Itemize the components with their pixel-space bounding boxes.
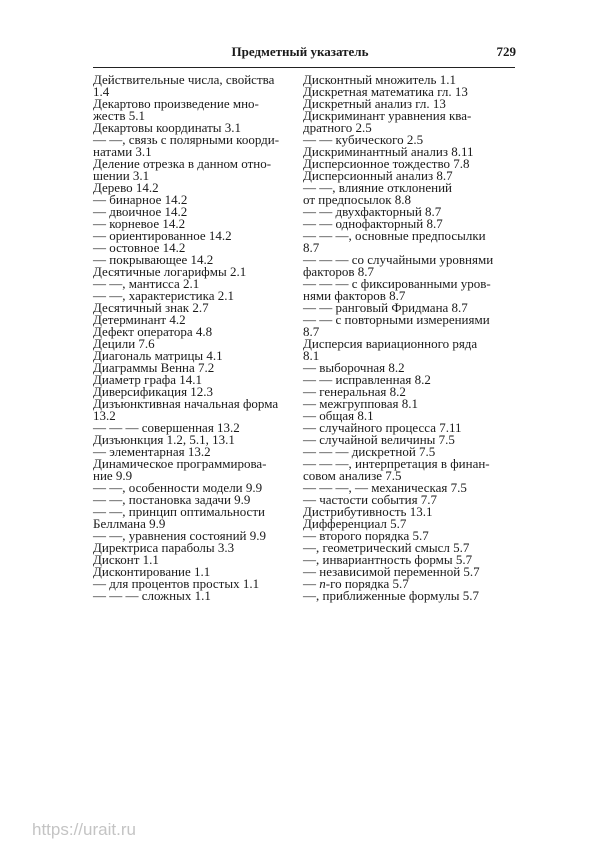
index-entry-line: совом анализе 7.5	[303, 468, 402, 483]
index-entry-line: — —, уравнения состояний 9.9	[93, 528, 267, 543]
index-entry-line: Диаметр графа 14.1	[93, 372, 202, 387]
index-entry-line: ние 9.9	[93, 468, 133, 483]
index-entry-line: 13.2	[93, 408, 116, 423]
index-entry-line: — — —, интерпретация в финан-	[303, 456, 490, 471]
index-entry-line: —, геометрический смысл 5.7	[303, 540, 470, 555]
index-entry-line: Динамическое программирова-	[93, 456, 267, 471]
index-entry-line: — —, мантисса 2.1	[93, 276, 200, 291]
index-entry-line: — покрывающее 14.2	[93, 252, 214, 267]
header-rule	[93, 67, 515, 68]
index-entry-line: Дизъюнктивная начальная форма	[93, 396, 279, 411]
index-entry-line: Дизъюнкция 1.2, 5.1, 13.1	[93, 432, 235, 447]
index-entry-line: — — —, основные предпосылки	[303, 228, 486, 243]
index-entry-line: Дискретный анализ гл. 13	[303, 96, 446, 111]
index-entry-line: — — двухфакторный 8.7	[303, 204, 442, 219]
index-entry-line: — генеральная 8.2	[303, 384, 406, 399]
index-entry-line: — — исправленная 8.2	[303, 372, 431, 387]
index-entry-line: шении 3.1	[93, 168, 150, 183]
index-entry-line: Дисконтирование 1.1	[93, 564, 211, 579]
index-entry-line: — элементарная 13.2	[93, 444, 211, 459]
italic-variable: n	[319, 576, 326, 591]
index-entry-line: Действительные числа, свойства	[93, 72, 275, 87]
index-entry-line: Декартово произведение мно-	[93, 96, 259, 111]
index-entry-line: Диаграммы Венна 7.2	[93, 360, 215, 375]
index-entry-line: Диагональ матрицы 4.1	[93, 348, 223, 363]
index-entry-line: — межгрупповая 8.1	[303, 396, 419, 411]
index-entry-line: — двоичное 14.2	[93, 204, 188, 219]
index-entry-line: — выборочная 8.2	[303, 360, 405, 375]
index-entry-line: Дефект оператора 4.8	[93, 324, 213, 339]
index-entry-line: — — — дискретной 7.5	[303, 444, 436, 459]
index-entry-line: — — однофакторный 8.7	[303, 216, 443, 231]
index-entry-line: факторов 8.7	[303, 264, 374, 279]
index-entry-line: — — ранговый Фридмана 8.7	[303, 300, 468, 315]
index-entry-line: Деление отрезка в данном отно-	[93, 156, 272, 171]
index-entry-line: — — — со случайными уровнями	[303, 252, 494, 267]
index-entry-line: — — кубического 2.5	[303, 132, 424, 147]
index-entry-line: Дискриминант уравнения ква-	[303, 108, 472, 123]
index-entry-line: — — — сложных 1.1	[93, 588, 211, 603]
index-entry-line: Дисперсионный анализ 8.7	[303, 168, 453, 183]
index-entry-line: — —, принцип оптимальности	[93, 504, 265, 519]
index-entry-line: Диверсификация 12.3	[93, 384, 214, 399]
index-entry-line: Децили 7.6	[93, 336, 155, 351]
index-entry-line: Дерево 14.2	[93, 180, 159, 195]
index-entry-line: — —, постановка задачи 9.9	[93, 492, 251, 507]
index-entry-line: —, инвариантность формы 5.7	[303, 552, 473, 567]
index-entry-line: — —, влияние отклонений	[303, 180, 452, 195]
index-entry-line: — —, характеристика 2.1	[93, 288, 234, 303]
index-entry-line: — ориентированное 14.2	[93, 228, 232, 243]
index-entry-line: — случайной величины 7.5	[303, 432, 455, 447]
index-entry-line: — частости события 7.7	[303, 492, 438, 507]
index-entry-line: — — — с фиксированными уров-	[303, 276, 491, 291]
index-column-left	[93, 74, 279, 602]
index-column-right	[303, 74, 493, 602]
index-entry-line: Дискретная математика гл. 13	[303, 84, 468, 99]
index-entry-line: — случайного процесса 7.11	[303, 420, 462, 435]
index-entry-line: Дистрибутивность 13.1	[303, 504, 433, 519]
index-entry-line: Дисперсия вариационного ряда	[303, 336, 478, 351]
index-entry-line: — второго порядка 5.7	[303, 528, 429, 543]
index-entry-line: — — — совершенная 13.2	[93, 420, 240, 435]
index-entry-line: — бинарное 14.2	[93, 192, 188, 207]
index-entry-line: Дифференциал 5.7	[303, 516, 407, 531]
index-entry-line: Директриса параболы 3.3	[93, 540, 235, 555]
watermark-url: https://urait.ru	[32, 820, 136, 839]
index-entry-line: 1.4	[93, 84, 110, 99]
index-entry-line: — —, особенности модели 9.9	[93, 480, 263, 495]
entry-text: —	[303, 576, 320, 591]
index-entry-line: 8.7	[303, 324, 320, 339]
index-entry-line: нями факторов 8.7	[303, 288, 406, 303]
index-entry-line: — остовное 14.2	[93, 240, 186, 255]
index-entry-line: Дисконтный множитель 1.1	[303, 72, 456, 87]
index-entry-line: —, приближенные формулы 5.7	[303, 588, 480, 603]
index-entry-line: — — с повторными измерениями	[303, 312, 490, 327]
index-entry-line: Десятичный знак 2.7	[93, 300, 209, 315]
index-entry-line: натами 3.1	[93, 144, 152, 159]
index-entry-line: 8.1	[303, 348, 320, 363]
index-entry-line: Десятичные логарифмы 2.1	[93, 264, 247, 279]
index-entry-line: Дисконт 1.1	[93, 552, 159, 567]
index-entry-line: — для процентов простых 1.1	[93, 576, 260, 591]
entry-text: -го порядка 5.7	[325, 576, 409, 591]
index-entry-line: — —, связь с полярными коорди-	[93, 132, 280, 147]
page-number: 729	[496, 44, 516, 59]
running-header-title: Предметный указатель	[231, 44, 369, 59]
index-entry-line: — общая 8.1	[303, 408, 374, 423]
index-entry-line: Детерминант 4.2	[93, 312, 186, 327]
index-entry-line: Беллмана 9.9	[93, 516, 166, 531]
index-entry-line: Дисперсионное тождество 7.8	[303, 156, 470, 171]
index-entry-line: от предпосылок 8.8	[303, 192, 412, 207]
index-entry-line: Декартовы координаты 3.1	[93, 120, 242, 135]
index-entry-line: — — —, — механическая 7.5	[303, 480, 467, 495]
index-entry-line: дратного 2.5	[303, 120, 372, 135]
index-entry-line: Дискриминантный анализ 8.11	[303, 144, 474, 159]
index-entry-line: — корневое 14.2	[93, 216, 186, 231]
index-entry-line: 8.7	[303, 240, 320, 255]
index-entry-line: — независимой переменной 5.7	[303, 564, 480, 579]
index-entry-line: жеств 5.1	[93, 108, 145, 123]
